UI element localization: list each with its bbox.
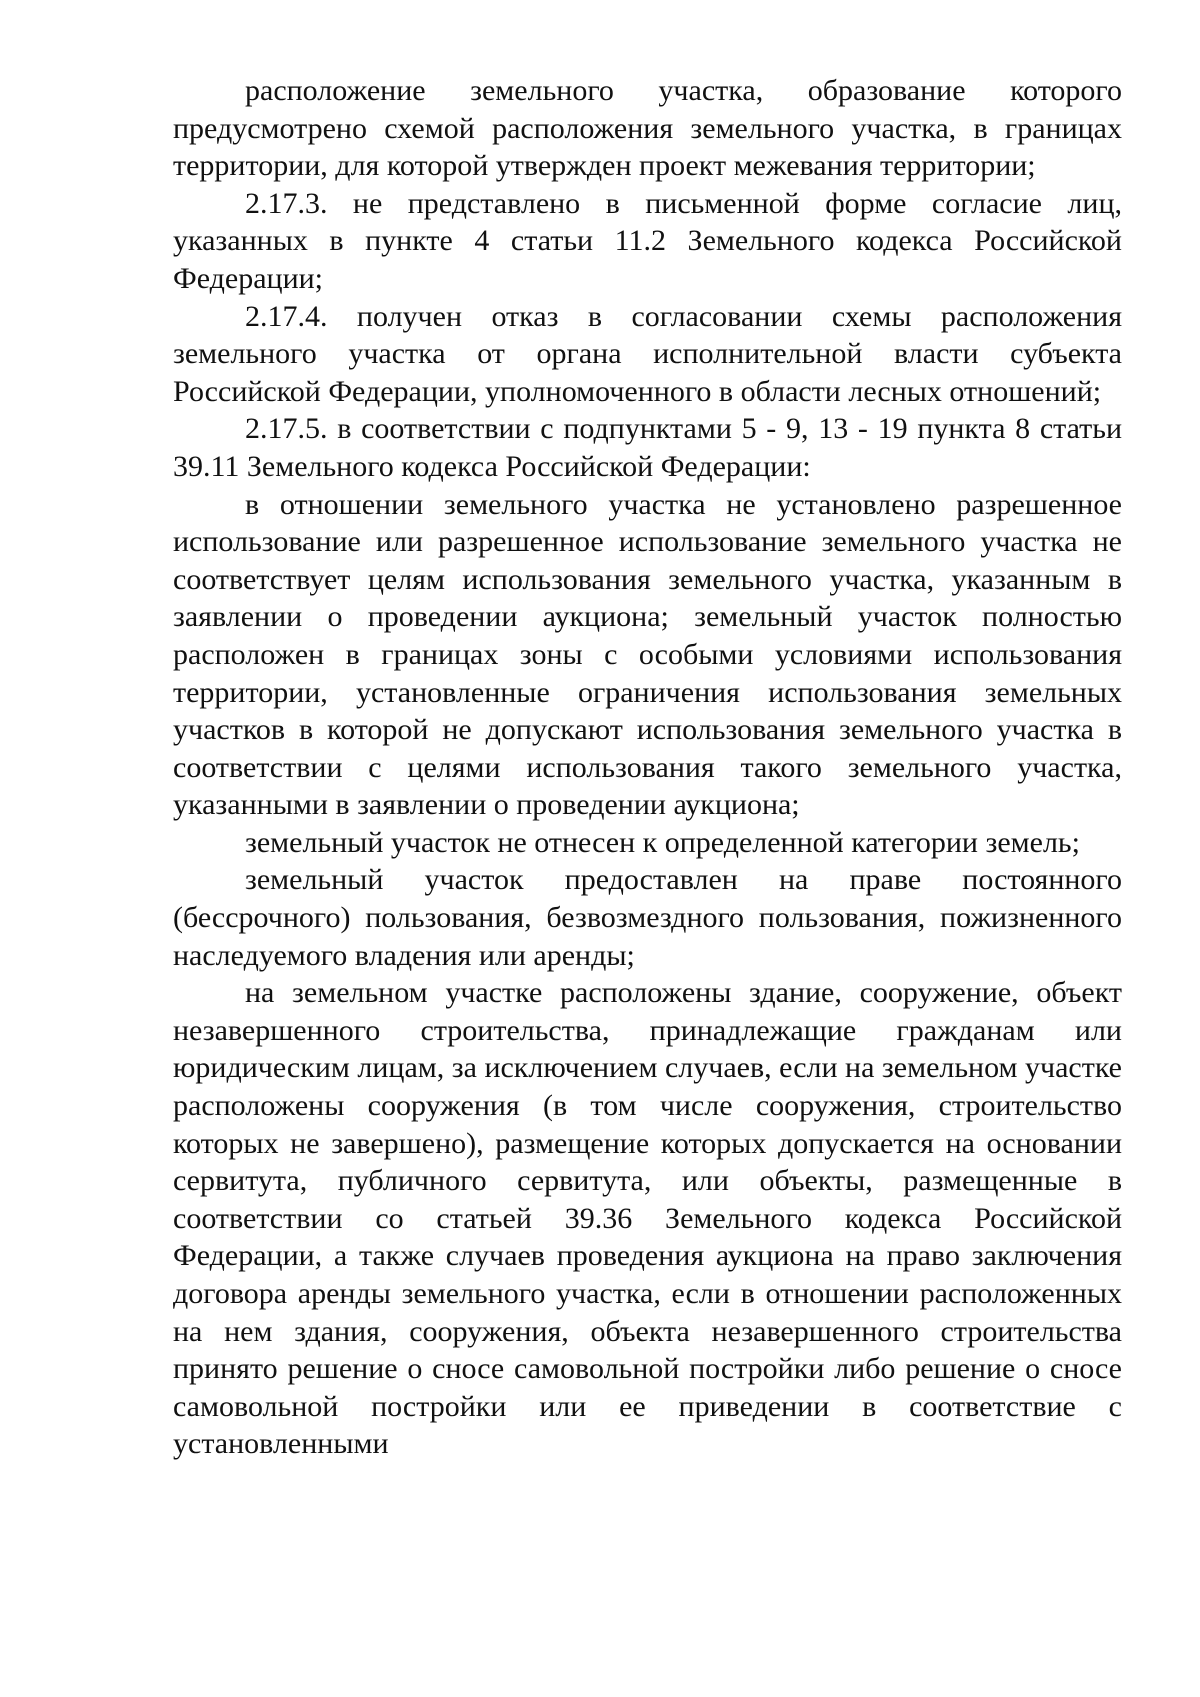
- paragraph-land-category: земельный участок не отнесен к определенной категории земель;: [245, 825, 1080, 859]
- paragraph-buildings-on-land: на земельном участке расположены здание, сооружение, объект незавершенного строительства, принадлежащие гражданам или юридическим лицам, за исключением случаев, если на земельном участке расположены сооружения (в том числе сооружения, строительство которых не завершено), размещение которых допускается на основании сервитута, публичного сервитута, или объекты, размещенные в соответствии со статьей 39.36 Земельного кодекса Российской Федерации, а также случаев проведения аукциона на право заключения договора аренды земельного участка, если в отношении расположенных на нем здания, сооружения, объекта незавершенного строительства принято решение о сносе самовольной постройки либо решение о сносе самовольной постройки или ее приведении в соответствие с установленными: [173, 976, 1122, 1461]
- paragraph-land-provided: земельный участок предоставлен на праве постоянного (бессрочного) пользования, безвозмездного пользования, пожизненного наследуемого владения или аренды;: [173, 863, 1122, 972]
- paragraph-2-17-5: 2.17.5. в соответствии с подпунктами 5 - 9, 13 - 19 пункта 8 статьи 39.11 Земельного кодекса Российской Федерации:: [173, 412, 1122, 483]
- paragraph-2-17-4: 2.17.4. получен отказ в согласовании схемы расположения земельного участка от органа исполнительной власти субъекта Российской Федерации, уполномоченного в области лесных отношений;: [173, 299, 1122, 408]
- paragraph-2-17-3: 2.17.3. не представлено в письменной форме согласие лиц, указанных в пункте 4 статьи 11.2 Земельного кодекса Российской Федерации;: [173, 186, 1122, 295]
- paragraph-location-scheme: расположение земельного участка, образование которого предусмотрено схемой расположения земельного участка, в границах территории, для которой утвержден проект межевания территории;: [173, 74, 1122, 183]
- paragraph-permitted-use: в отношении земельного участка не установлено разрешенное использование или разрешенное использование земельного участка не соответствует целям использования земельного участка, указанным в заявлении о проведении аукциона; земельный участок полностью расположен в границах зоны с особыми условиями использования территории, установленные ограничения использования земельных участков в которой не допускают использования земельного участка в соответствии с целями использования такого земельного участка, указанными в заявлении о проведении аукциона;: [173, 487, 1122, 822]
- document-body: [173, 72, 1122, 1463]
